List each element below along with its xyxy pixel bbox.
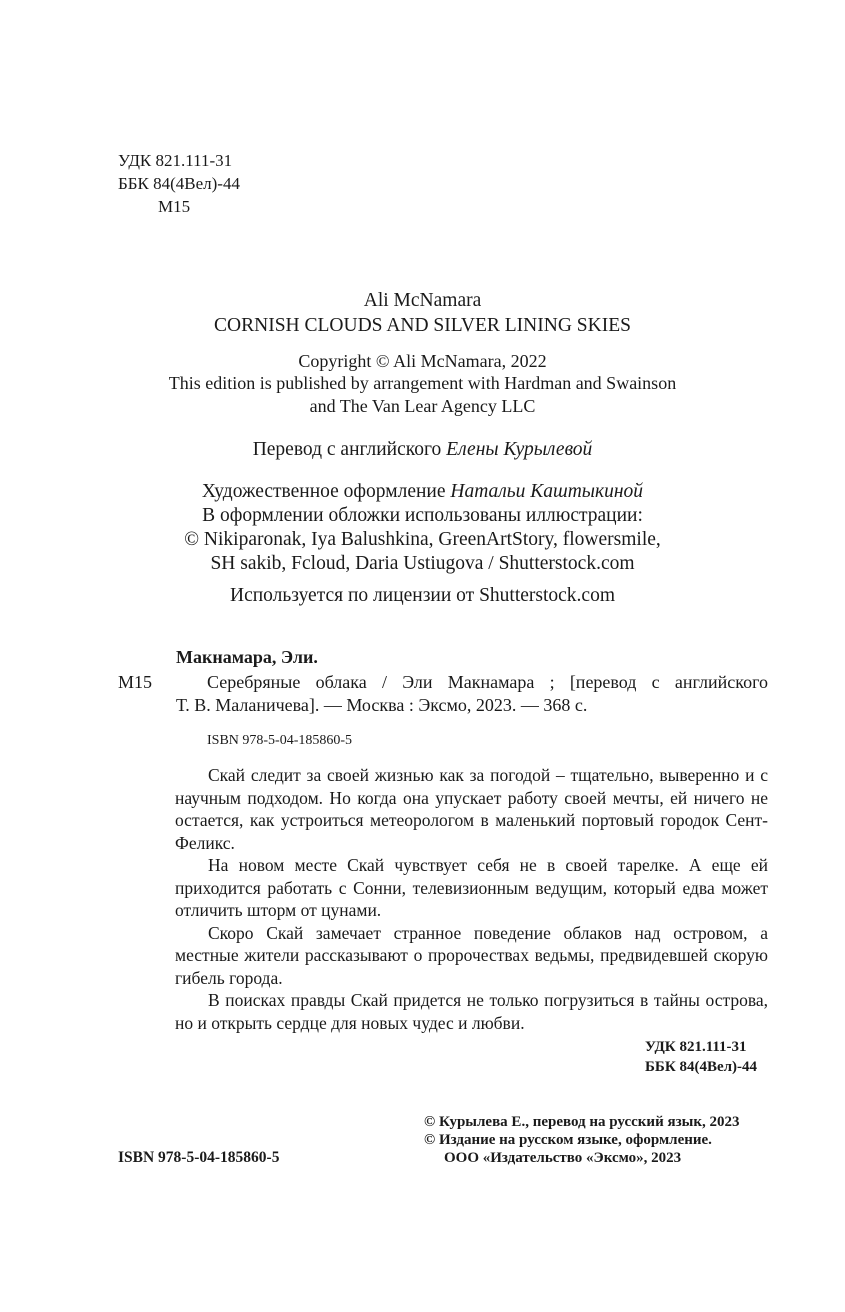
footer-publisher: ООО «Издательство «Эксмо», 2023: [444, 1150, 682, 1166]
license-note: Используется по лицензии от Shutterstock.com: [229, 585, 616, 606]
annotation-paragraph: В поисках правды Скай придется не только погрузиться в тайны острова, но и открыть сердце для новых чудес и любви.: [175, 990, 768, 1033]
edition-note-line2: and The Van Lear Agency LLC: [309, 396, 536, 416]
translation-credit: [0, 439, 845, 461]
bbk-code-top: ББК 84(4Вел)-44: [118, 174, 240, 193]
illustrators-line1: © Nikiparonak, Iya Balushkina, GreenArtStory, flowersmile,: [184, 529, 661, 550]
catalog-description-line1: Серебряные облака / Эли Макнамара ; [перевод с английского: [207, 672, 768, 692]
annotation-paragraph: Скоро Скай замечает странное поведение облаков над островом, а местные жители рассказывают о пророчествах ведьмы, предвидевшей скорую гибель города.: [175, 922, 768, 988]
udk-code-top: УДК 821.111-31: [118, 151, 233, 170]
annotation-paragraph: На новом месте Скай чувствует себя не в своей тарелке. А еще ей приходится работать с Сонни, телевизионным ведущим, который едва может отличить шторм от цунами.: [175, 855, 768, 920]
footer-isbn: ISBN 978-5-04-185860-5: [118, 1149, 280, 1166]
catalog-description-line2: Т. В. Маланичева]. — Москва : Эксмо, 2023. — 368 с.: [176, 695, 588, 715]
design-prefix: Художественное оформление: [201, 481, 446, 502]
illustrations-note: В оформлении обложки использованы иллюстрации:: [202, 505, 643, 526]
original-copyright: Copyright © Ali McNamara, 2022: [298, 351, 547, 371]
footer-copyright-translation: © Курылева Е., перевод на русский язык, 2023: [424, 1114, 740, 1130]
footer-copyright-edition: © Издание на русском языке, оформление.: [424, 1132, 712, 1148]
translation-prefix: Перевод с английского: [252, 439, 442, 460]
design-credit: [0, 481, 845, 503]
edition-note-line1: This edition is published by arrangement with Hardman and Swainson: [168, 373, 677, 393]
annotation-paragraph: Скай следит за своей жизнью как за погодой – тщательно, выверенно и с научным подходом. Но когда она упускает работу своей мечты, ей ничего не остается, как устроиться метеорологом в маленький портовый городок Сент-Феликс.: [175, 765, 768, 853]
original-title: CORNISH CLOUDS AND SILVER LINING SKIES: [214, 315, 631, 336]
designer-name: Натальи Каштыкиной: [450, 481, 644, 502]
bbk-code-bottom: ББК 84(4Вел)-44: [645, 1059, 758, 1075]
annotation: [175, 764, 768, 1034]
udk-code-bottom: УДК 821.111-31: [645, 1039, 747, 1055]
catalog-isbn: ISBN 978-5-04-185860-5: [207, 733, 353, 748]
original-author: Ali McNamara: [363, 290, 482, 311]
catalog-heading: Макнамара, Эли.: [176, 647, 318, 667]
catalog-author-mark: М15: [118, 672, 153, 692]
translator-name: Елены Курылевой: [446, 439, 593, 460]
illustrators-line2: SH sakib, Fcloud, Daria Ustiugova / Shutterstock.com: [210, 553, 635, 574]
author-mark-top: М15: [158, 197, 191, 216]
